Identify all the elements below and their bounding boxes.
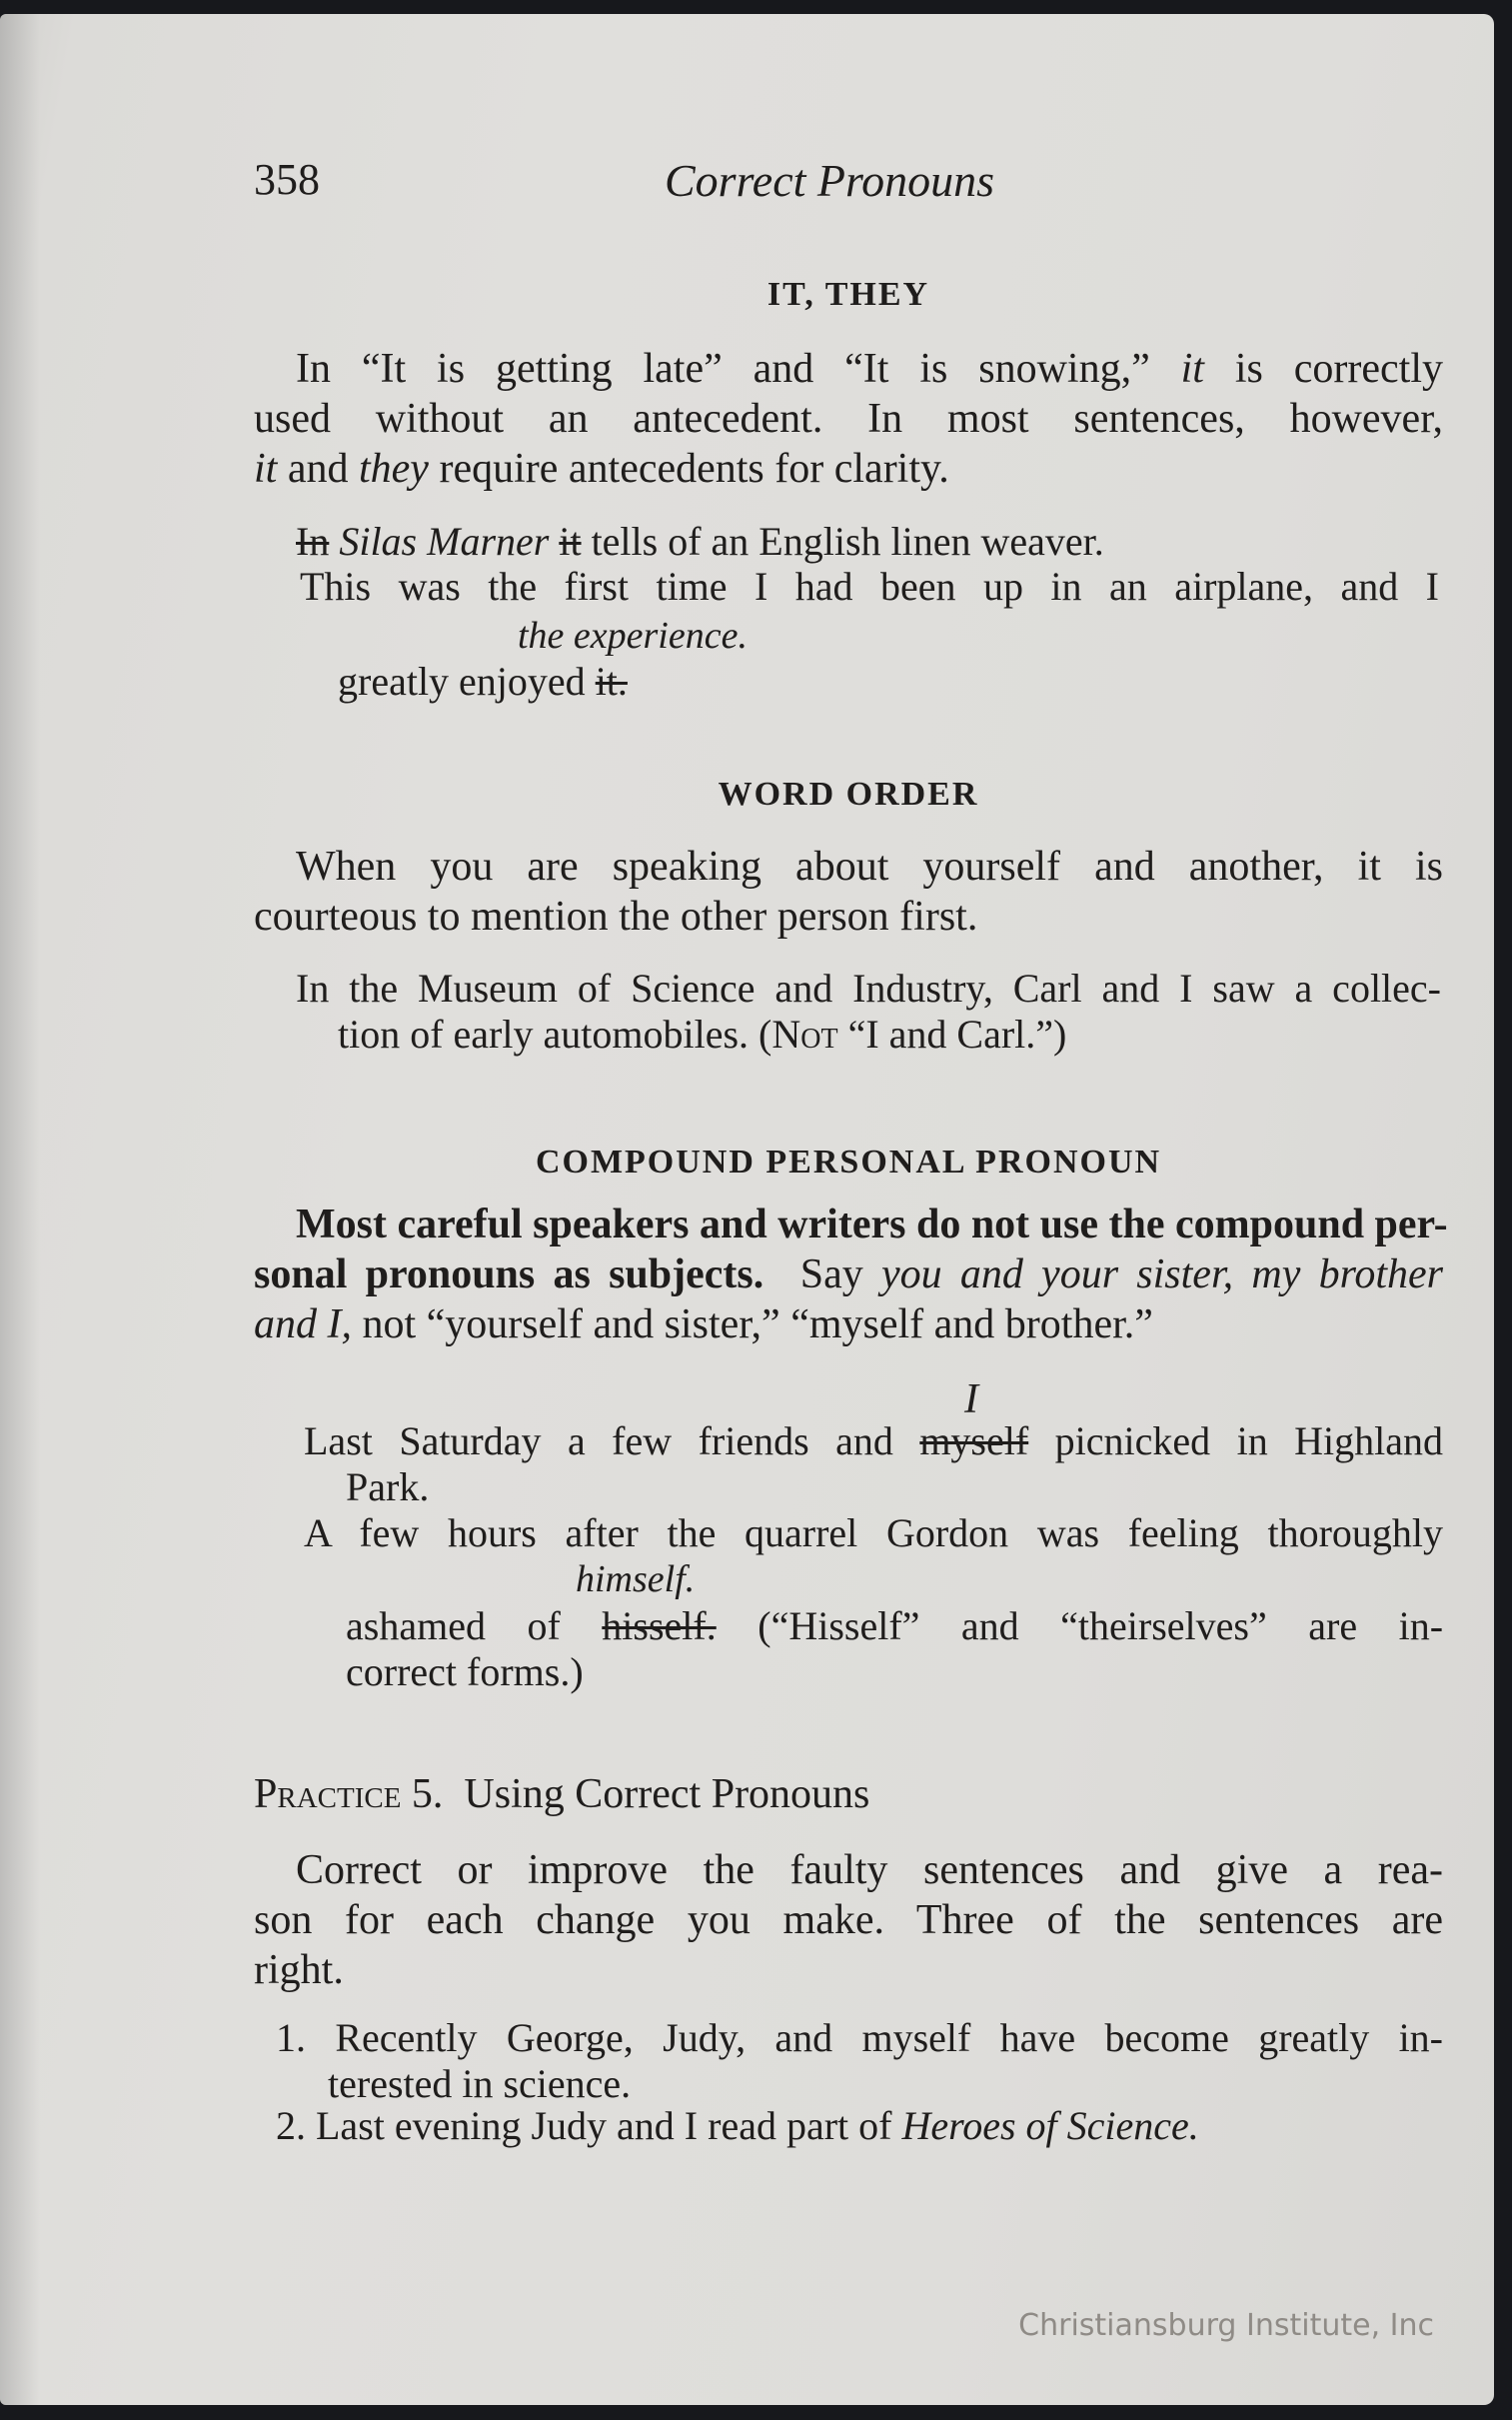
practice-heading: Practice 5. Using Correct Pronouns	[254, 1771, 870, 1817]
text-line: tion of early automobiles. (Not “I and Carl.”)	[338, 1012, 1067, 1057]
text-line: sonal pronouns as subjects. Say you and your sister, my brother	[254, 1251, 1444, 1297]
practice-instructions	[254, 1845, 1443, 1995]
text-line: Most careful speakers and writers do not use the compound per-	[296, 1202, 1448, 1247]
text-line: courteous to mention the other person first.	[254, 894, 978, 940]
handwritten-correction: the experience.	[518, 615, 748, 657]
handwritten-correction: I	[964, 1376, 978, 1422]
text-line: right.	[254, 1947, 344, 1993]
text-line: In “It is getting late” and “It is snowing,” it is correctly	[296, 346, 1444, 392]
section-heading-word-order: WORD ORDER	[718, 776, 979, 813]
example-museum	[296, 966, 1441, 1058]
text-line: correct forms.)	[346, 1649, 584, 1694]
it-they-paragraph	[254, 344, 1443, 494]
text-line: Correct or improve the faulty sentences and give a rea-	[296, 1847, 1443, 1893]
page-edge-shadow	[0, 14, 40, 2405]
text-line: When you are speaking about yourself and another, it is	[296, 844, 1443, 890]
text-line: ashamed of hisself. (“Hisself” and “theirselves” are in-	[346, 1603, 1444, 1648]
practice-item-1: 1. Recently George, Judy, and myself have become greatly in- terested in science.	[276, 2015, 1444, 2106]
text-line: son for each change you make. Three of the sentences are	[254, 1897, 1443, 1943]
example-airplane	[300, 564, 1439, 610]
example-airplane-cont: greatly enjoyed it.	[338, 659, 628, 704]
text-line: In the Museum of Science and Industry, Carl and I saw a collec-	[296, 966, 1441, 1011]
example-picnic	[304, 1418, 1443, 1510]
handwritten-correction: himself.	[576, 1558, 696, 1600]
example-silas-marner: In Silas Marner it tells of an English linen weaver.	[296, 519, 1104, 564]
text-line: This was the first time I had been up in an airplane, and I	[300, 564, 1439, 609]
text-line: it and they require antecedents for clarity.	[254, 446, 949, 492]
text-line: A few hours after the quarrel Gordon was feeling thoroughly	[304, 1510, 1443, 1555]
section-heading-it-they: IT, THEY	[766, 276, 930, 313]
book-page	[0, 14, 1494, 2405]
compound-paragraph	[254, 1200, 1448, 1349]
text-line: Last Saturday a few friends and myself picnicked in Highland	[304, 1418, 1444, 1463]
text-line: used without an antecedent. In most sentences, however,	[254, 396, 1443, 442]
example-gordon	[304, 1510, 1443, 1556]
section-heading-compound: COMPOUND PERSONAL PRONOUN	[535, 1144, 1162, 1181]
text-line: and I, not “yourself and sister,” “myself and brother.”	[254, 1301, 1153, 1347]
practice-item-2: 2. Last evening Judy and I read part of Heroes of Science.	[276, 2103, 1199, 2148]
running-title: Correct Pronouns	[665, 155, 995, 206]
watermark: Christiansburg Institute, Inc	[1018, 2308, 1434, 2343]
example-gordon-cont	[346, 1603, 1443, 1695]
text-line: Park.	[346, 1464, 430, 1509]
word-order-paragraph	[254, 842, 1443, 942]
page-number: 358	[254, 155, 320, 204]
